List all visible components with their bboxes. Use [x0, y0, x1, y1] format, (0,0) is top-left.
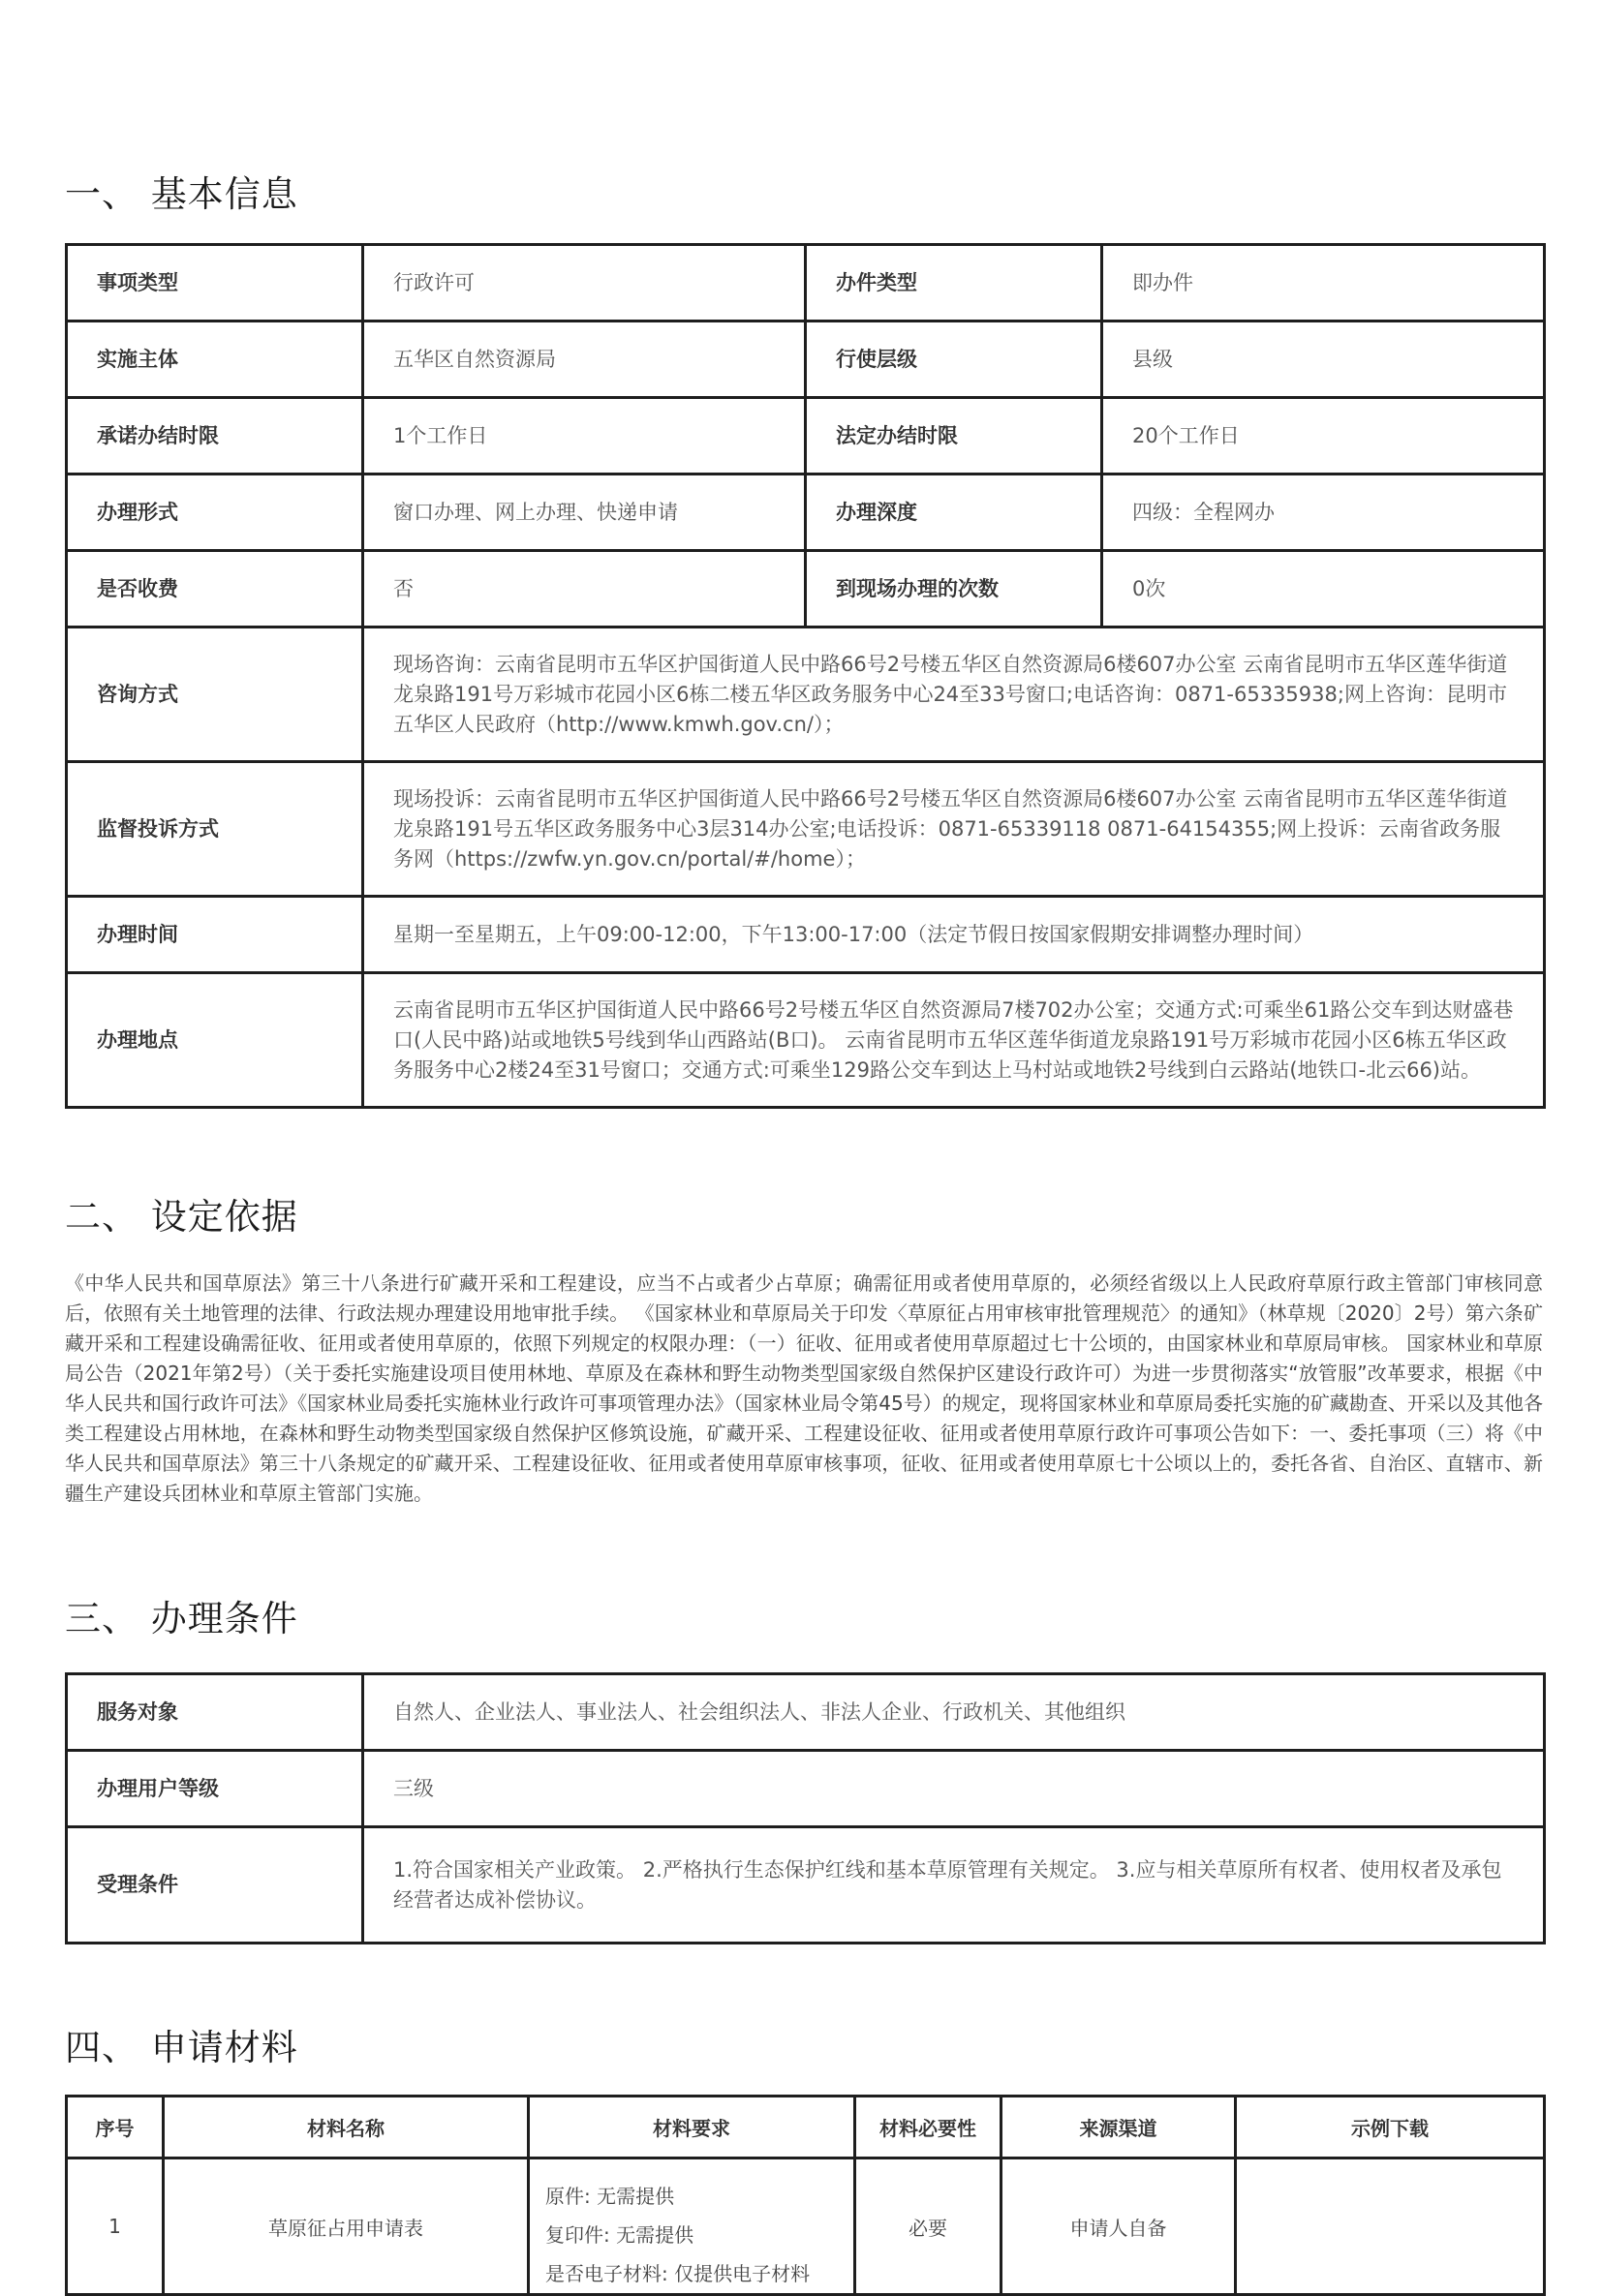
label-acceptance-conditions: 受理条件 — [67, 1827, 363, 1944]
table-row — [67, 973, 1545, 1108]
section-title-legal-basis: 二、 设定依据 — [65, 1196, 298, 1238]
requirement-original: 原件: 无需提供 — [545, 2185, 675, 2208]
label-onsite-visits: 到现场办理的次数 — [806, 551, 1102, 628]
value-onsite-visits: 0次 — [1102, 551, 1545, 628]
value-implementing-body: 五华区自然资源局 — [363, 321, 806, 398]
table-header-row — [67, 2097, 1545, 2158]
material-source: 申请人自备 — [1001, 2158, 1236, 2295]
value-consultation: 现场咨询：云南省昆明市五华区护国街道人民中路66号2号楼五华区自然资源局6楼607办公室 云南省昆明市五华区莲华街道龙泉路191号万彩城市花园小区6栋二楼五华区政务服务中心24至33号窗口;电话咨询：0871-65335938;网上咨询：昆明市五华区人民政府（http://www.kmwh.gov.cn/）； — [363, 628, 1545, 762]
header-source: 来源渠道 — [1001, 2097, 1236, 2158]
label-handling-depth: 办理深度 — [806, 475, 1102, 551]
basic-info-table — [65, 243, 1546, 1109]
value-acceptance-conditions: 1.符合国家相关产业政策。 2.严格执行生态保护红线和基本草原管理有关规定。 3.应与相关草原所有权者、使用权者及承包经营者达成补偿协议。 — [363, 1827, 1545, 1944]
header-necessity: 材料必要性 — [855, 2097, 1001, 2158]
label-implementing-body: 实施主体 — [67, 321, 363, 398]
table-row — [67, 398, 1545, 475]
value-promised-deadline: 1个工作日 — [363, 398, 806, 475]
table-row — [67, 1827, 1545, 1944]
value-location: 云南省昆明市五华区护国街道人民中路66号2号楼五华区自然资源局7楼702办公室；交通方式:可乘坐61路公交车到达财盛巷口(人民中路)站或地铁5号线到华山西路站(B口)。 云南省昆明市五华区莲华街道龙泉路191号万彩城市花园小区6栋五华区政务服务中心2楼24至31号窗口；交通方式:可乘坐129路公交车到达上马村站或地铁2号线到白云路站(地铁口-北云66)站。 — [363, 973, 1545, 1108]
material-necessity: 必要 — [855, 2158, 1001, 2295]
header-no: 序号 — [67, 2097, 164, 2158]
value-matter-type: 行政许可 — [363, 245, 806, 321]
label-matter-type: 事项类型 — [67, 245, 363, 321]
section-title-basic-info: 一、 基本信息 — [65, 173, 298, 215]
label-service-target: 服务对象 — [67, 1674, 363, 1751]
table-row — [67, 245, 1545, 321]
label-location: 办理地点 — [67, 973, 363, 1108]
header-material-name: 材料名称 — [164, 2097, 529, 2158]
label-exercise-level: 行使层级 — [806, 321, 1102, 398]
requirement-copy: 复印件: 无需提供 — [545, 2223, 694, 2247]
label-legal-deadline: 法定办结时限 — [806, 398, 1102, 475]
section-title-conditions: 三、 办理条件 — [65, 1598, 298, 1639]
table-row — [67, 628, 1545, 762]
table-row — [67, 2158, 1545, 2295]
table-row — [67, 1674, 1545, 1751]
table-row — [67, 475, 1545, 551]
material-name: 草原征占用申请表 — [164, 2158, 529, 2295]
material-requirement — [529, 2158, 855, 2295]
label-fee: 是否收费 — [67, 551, 363, 628]
header-material-requirement: 材料要求 — [529, 2097, 855, 2158]
label-complaint: 监督投诉方式 — [67, 762, 363, 897]
materials-table — [65, 2095, 1546, 2296]
table-row — [67, 551, 1545, 628]
value-handling-form: 窗口办理、网上办理、快递申请 — [363, 475, 806, 551]
label-promised-deadline: 承诺办结时限 — [67, 398, 363, 475]
value-exercise-level: 县级 — [1102, 321, 1545, 398]
conditions-table — [65, 1672, 1546, 1944]
label-consultation: 咨询方式 — [67, 628, 363, 762]
label-user-level: 办理用户等级 — [67, 1751, 363, 1827]
label-office-hours: 办理时间 — [67, 897, 363, 973]
section-title-materials: 四、 申请材料 — [65, 2027, 298, 2068]
table-row — [67, 1751, 1545, 1827]
material-sample-download[interactable] — [1236, 2158, 1545, 2295]
value-fee: 否 — [363, 551, 806, 628]
value-office-hours: 星期一至星期五，上午09:00-12:00，下午13:00-17:00（法定节假日按国家假期安排调整办理时间） — [363, 897, 1545, 973]
requirement-electronic: 是否电子材料: 仅提供电子材料 — [545, 2262, 811, 2285]
table-row — [67, 762, 1545, 897]
label-case-type: 办件类型 — [806, 245, 1102, 321]
value-complaint: 现场投诉：云南省昆明市五华区护国街道人民中路66号2号楼五华区自然资源局6楼607办公室 云南省昆明市五华区莲华街道龙泉路191号五华区政务服务中心3层314办公室;电话投诉：0871-65339118 0871-64154355;网上投诉：云南省政务服务网（https://zwfw.yn.gov.cn/portal/#/home）； — [363, 762, 1545, 897]
header-sample-download: 示例下载 — [1236, 2097, 1545, 2158]
legal-basis-text: 《中华人民共和国草原法》第三十八条进行矿藏开采和工程建设，应当不占或者少占草原；确需征用或者使用草原的，必须经省级以上人民政府草原行政主管部门审核同意后，依照有关土地管理的法律、行政法规办理建设用地审批手续。 《国家林业和草原局关于印发〈草原征占用审核审批管理规范〉的通知》（林草规〔2020〕2号）第六条矿藏开采和工程建设确需征收、征用或者使用草原的，依照下列规定的权限办理：（一）征收、征用或者使用草原超过七十公顷的，由国家林业和草原局审核。 国家林业和草原局公告（2021年第2号）（关于委托实施建设项目使用林地、草原及在森林和野生动物类型国家级自然保护区建设行政许可）为进一步贯彻落实“放管服”改革要求，根据《中华人民共和国行政许可法》《国家林业局委托实施林业行政许可事项管理办法》（国家林业局令第45号）的规定，现将国家林业和草原局委托实施的矿藏勘查、开采以及其他各类工程建设占用林地，在森林和野生动物类型国家级自然保护区修筑设施，矿藏开采、工程建设征收、征用或者使用草原行政许可事项公告如下：一、委托事项（三）将《中华人民共和国草原法》第三十八条规定的矿藏开采、工程建设征收、征用或者使用草原审核事项，征收、征用或者使用草原七十公顷以上的，委托各省、自治区、直辖市、新疆生产建设兵团林业和草原主管部门实施。 — [65, 1271, 1543, 1505]
value-legal-deadline: 20个工作日 — [1102, 398, 1545, 475]
label-handling-form: 办理形式 — [67, 475, 363, 551]
value-service-target: 自然人、企业法人、事业法人、社会组织法人、非法人企业、行政机关、其他组织 — [363, 1674, 1545, 1751]
material-no: 1 — [67, 2158, 164, 2295]
value-user-level: 三级 — [363, 1751, 1545, 1827]
table-row — [67, 321, 1545, 398]
value-case-type: 即办件 — [1102, 245, 1545, 321]
value-handling-depth: 四级：全程网办 — [1102, 475, 1545, 551]
table-row — [67, 897, 1545, 973]
